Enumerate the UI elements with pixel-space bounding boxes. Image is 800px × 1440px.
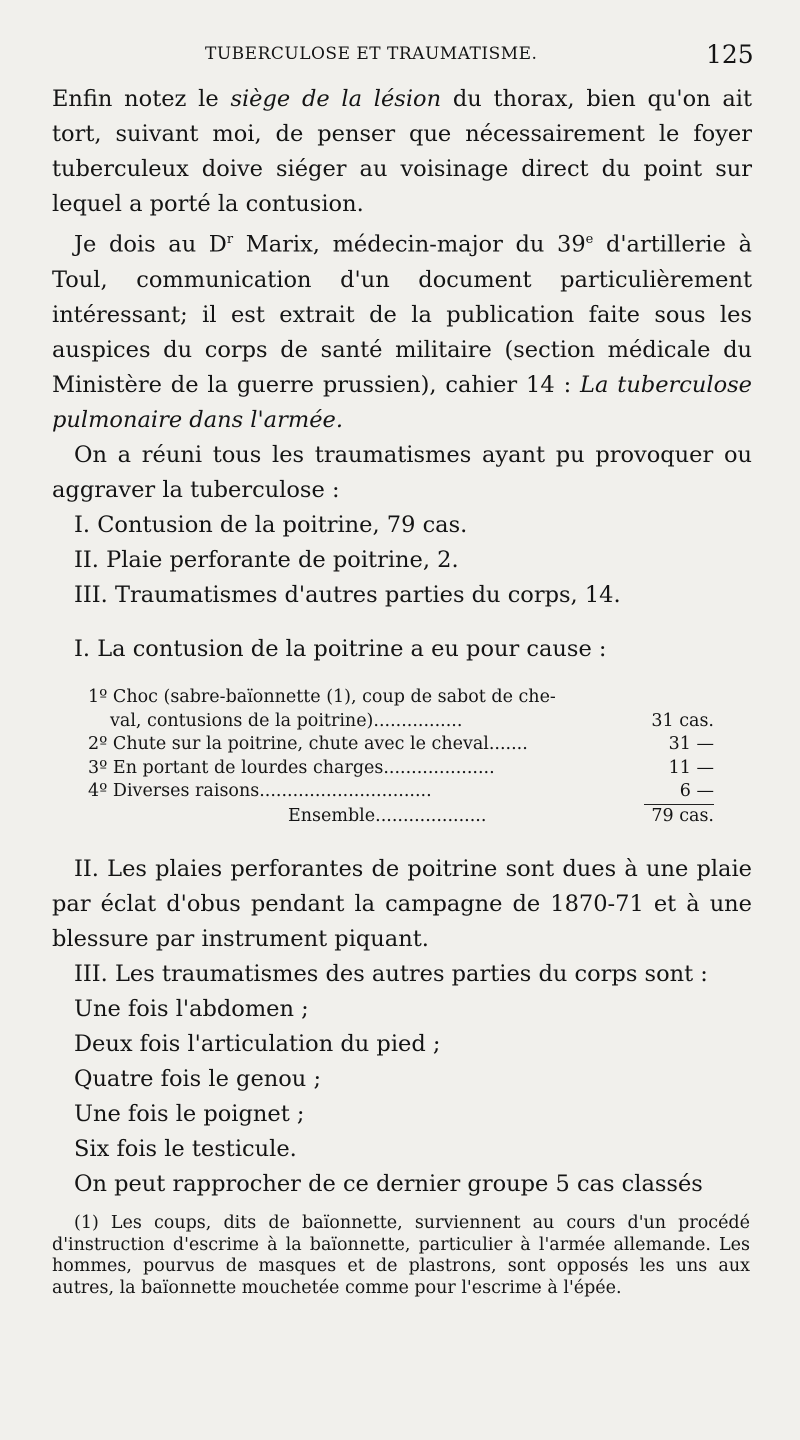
list-item: Une fois le poignet ; bbox=[74, 1101, 305, 1127]
table-total-row bbox=[88, 804, 714, 829]
table-row: 3º En portant de lourdes charges.................... 11 — bbox=[88, 757, 714, 781]
emphasis-lesion-site: siège de la lésion bbox=[230, 86, 442, 112]
list-item: Six fois le testicule. bbox=[74, 1136, 297, 1162]
list-item: I. Contusion de la poitrine, 79 cas. bbox=[74, 511, 468, 538]
table-row: 4º Diverses raisons............................... 6 — bbox=[88, 780, 714, 804]
running-title: TUBERCULOSE ET TRAUMATISME. bbox=[205, 44, 538, 64]
causes-table bbox=[88, 686, 714, 828]
list-item: II. Plaie perforante de poitrine, 2. bbox=[74, 546, 459, 573]
footnote bbox=[52, 1213, 750, 1299]
list-item: Une fois l'abdomen ; bbox=[74, 996, 309, 1022]
paragraph-contusion-causes: I. La contusion de la poitrine a eu pour cause : bbox=[74, 636, 607, 662]
table-row: 2º Chute sur la poitrine, chute avec le cheval....... 31 — bbox=[88, 733, 714, 757]
contusion-heading-block bbox=[52, 632, 752, 667]
paragraph-perforating-wounds: II. Les plaies perforantes de poitrine sont dues à une plaie par éclat d'obus pendant la campagne de 1870-71 et à une blessure par instrument piquant. bbox=[52, 856, 752, 952]
table-row: val, contusions de la poitrine)................ 31 cas. bbox=[88, 710, 714, 734]
paragraph-marix-document: Je dois au $D^r$ Marix, médecin-major du 39e d'artillerie à Toul, communication d'un document particulièrement intéressant; il est extrait de la publication faite sous les auspices du corps de santé militaire (section médicale du Ministère de la guerre prussien), cahier 14 : La tuberculose pulmonaire dans l'armée. bbox=[52, 231, 752, 433]
emphasis-publication-title: La tuberculose pulmonaire dans l'armée. bbox=[52, 371, 752, 433]
paragraph-last-group: On peut rapprocher de ce dernier groupe 5 cas classés bbox=[74, 1171, 703, 1197]
list-item: Quatre fois le genou ; bbox=[74, 1066, 322, 1092]
paragraph-lesion-site: Enfin notez le siège de la lésion du thorax, bien qu'on ait tort, suivant moi, de penser que nécessairement le foyer tuberculeux doive siéger au voisinage direct du point sur lequel a porté la contusion. bbox=[52, 86, 753, 217]
footnote-text: (1) Les coups, dits de baïonnette, surviennent au cours d'un procédé d'instruction d'escrime à la baïonnette, particulier à l'armée allemande. Les hommes, pourvus de masques et de plastrons, sont opposés les uns aux autres, la baïonnette mouchetée comme pour l'escrime à l'épée. bbox=[52, 1213, 750, 1298]
list-item: Deux fois l'articulation du pied ; bbox=[74, 1031, 441, 1057]
table-total-value: 79 cas. bbox=[644, 804, 714, 829]
list-item: III. Traumatismes d'autres parties du corps, 14. bbox=[74, 581, 621, 608]
page-number: 125 bbox=[706, 40, 754, 69]
paragraph-other-parts: III. Les traumatismes des autres parties du corps sont : bbox=[74, 961, 708, 987]
body-text-bottom bbox=[52, 852, 752, 1202]
table-total-label: Ensemble.................... bbox=[288, 805, 487, 826]
table-value: 31 cas. bbox=[651, 710, 714, 731]
table-value: 31 — bbox=[668, 734, 714, 754]
body-text-top bbox=[52, 82, 752, 613]
table-value: 6 — bbox=[679, 781, 714, 801]
table-row: 1º Choc (sabre-baïonnette (1), coup de sabot de che- bbox=[88, 687, 556, 707]
table-value: 11 — bbox=[668, 757, 714, 778]
paragraph-traumatisms-intro: On a réuni tous les traumatismes ayant pu provoquer ou aggraver la tuberculose : bbox=[52, 441, 752, 503]
